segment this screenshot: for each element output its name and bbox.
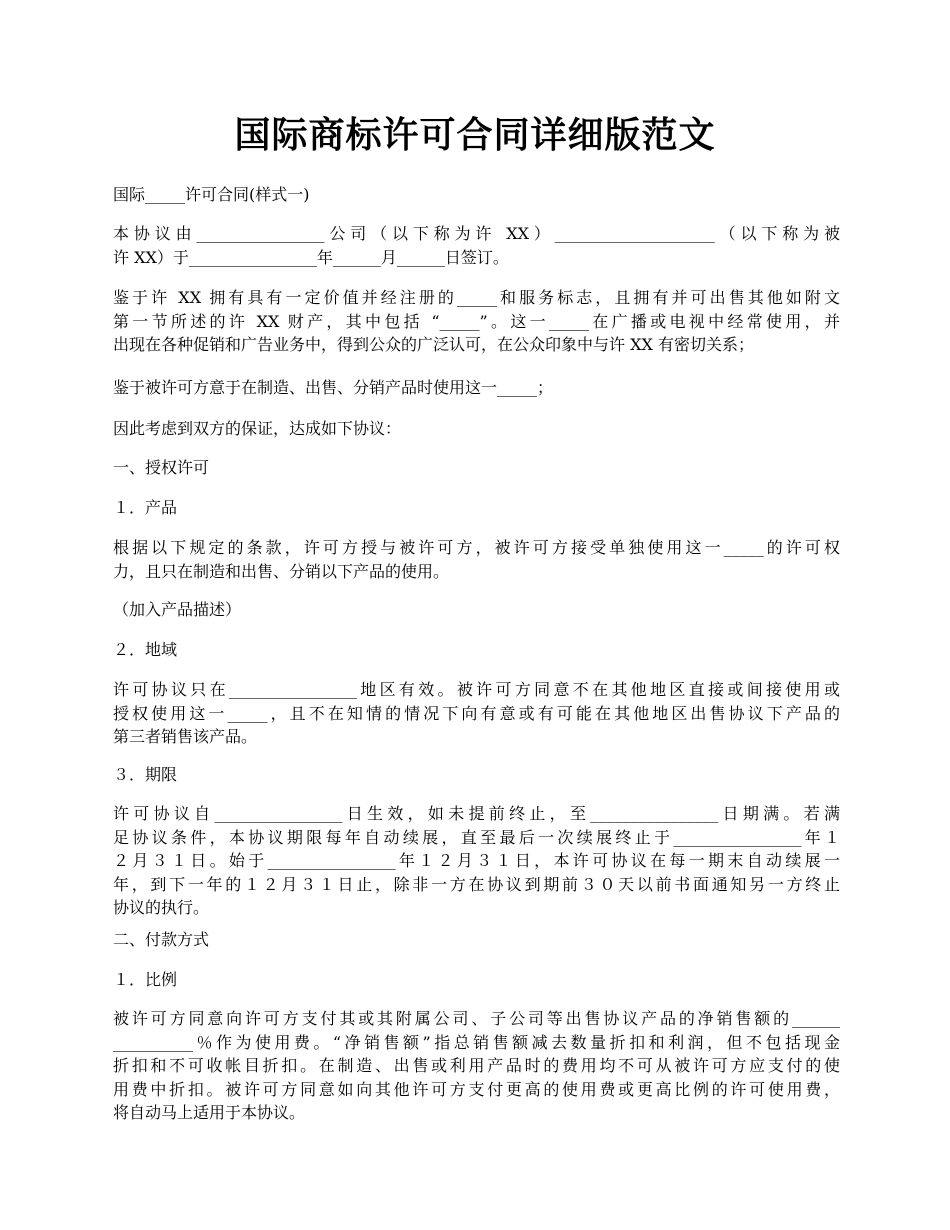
paragraph-line: 许可协议只在________________地区有效。被许可方同意不在其他地区直接或间接使用或: [113, 680, 840, 699]
paragraph-p8: [113, 536, 840, 583]
paragraph-line: 协议的执行。: [113, 898, 210, 917]
paragraph-line: （加入产品描述）: [113, 600, 242, 619]
paragraph-line: 足协议条件，本协议期限每年自动续展，直至最后一次续展终止于________________年１: [113, 827, 840, 847]
paragraph-line: 国际_____许可合同(样式一): [113, 185, 310, 204]
paragraph-p4: [113, 376, 840, 400]
paragraph-line: 根据以下规定的条款，许可方授与被许可方，被许可方接受单独使用这一_____的许可权: [113, 538, 840, 557]
paragraph-line: 折扣和不可收帐目折扣。在制造、出售或利用产品时的费用均不可从被许可方应支付的使: [113, 1056, 840, 1075]
paragraph-p15: [113, 968, 840, 992]
paragraph-p2: [113, 222, 840, 269]
paragraph-line: 许可协议自________________日生效，如未提前终止，至________________日期满。若满: [113, 804, 840, 823]
paragraph-line: 第一节所述的许 XX 财产，其中包括 “_____”。这一_____在广播或电视中经常使用，并: [113, 311, 840, 331]
paragraph-line: 年，到下一年的１２月３１日止，除非一方在协议到期前３０天以前书面通知另一方终止: [113, 874, 840, 894]
paragraph-line: 本协议由________________公司（以下称为许 XX）____________________（以下称为被: [113, 224, 840, 243]
paragraph-line: １．比例: [113, 970, 178, 989]
paragraph-line: 用费中折扣。被许可方同意如向其他许可方支付更高的使用费或更高比例的许可使用费，: [113, 1079, 840, 1099]
paragraph-p7: [113, 496, 840, 520]
paragraph-p3: [113, 286, 840, 357]
paragraph-p16: [113, 1007, 840, 1125]
paragraph-line: 第三者销售该产品。: [113, 727, 258, 746]
paragraph-line: 出现在各种促销和广告业务中，得到公众的广泛认可，在公众印象中与许 XX 有密切关系；: [113, 335, 754, 354]
paragraph-p9: [113, 598, 840, 622]
paragraph-line: ２月３１日。始于________________年１２月３１日，本许可协议在每一期末自动续展一: [113, 851, 840, 870]
paragraph-line: __________％作为使用费。“净销售额”指总销售额减去数量折扣和利润，但不包括现金: [113, 1032, 840, 1052]
paragraph-line: 二、付款方式: [113, 930, 210, 949]
paragraph-p12: [113, 763, 840, 787]
paragraph-line: １．产品: [113, 498, 178, 517]
paragraph-p11: [113, 678, 840, 749]
paragraph-line: 鉴于被许可方意于在制造、出售、分销产品时使用这一_____；: [113, 378, 554, 397]
paragraph-line: 被许可方同意向许可方支付其或其附属公司、子公司等出售协议产品的净销售额的______: [113, 1009, 840, 1028]
paragraph-line: ３．期限: [113, 765, 178, 784]
paragraph-line: 一、授权许可: [113, 458, 210, 477]
paragraph-p10: [113, 638, 840, 662]
paragraph-line: 因此考虑到双方的保证，达成如下协议：: [113, 419, 402, 438]
paragraph-p14: [113, 928, 840, 952]
document-title: 国际商标许可合同详细版范文: [234, 114, 716, 156]
paragraph-p5: [113, 417, 840, 441]
paragraph-line: 鉴于许 XX 拥有具有一定价值并经注册的_____和服务标志，且拥有并可出售其他如附文: [113, 288, 840, 307]
paragraph-line: 许 XX）于________________年______月______日签订。: [113, 247, 509, 267]
paragraph-p6: [113, 456, 840, 480]
paragraph-p13: [113, 802, 840, 920]
paragraph-line: 授权使用这一_____，且不在知情的情况下向有意或有可能在其他地区出售协议下产品的: [113, 703, 840, 723]
paragraph-line: ２．地域: [113, 640, 178, 659]
paragraph-p1: [113, 183, 840, 207]
paragraph-line: 将自动马上适用于本协议。: [113, 1103, 306, 1122]
paragraph-line: 力，且只在制造和出售、分销以下产品的使用。: [113, 561, 450, 581]
